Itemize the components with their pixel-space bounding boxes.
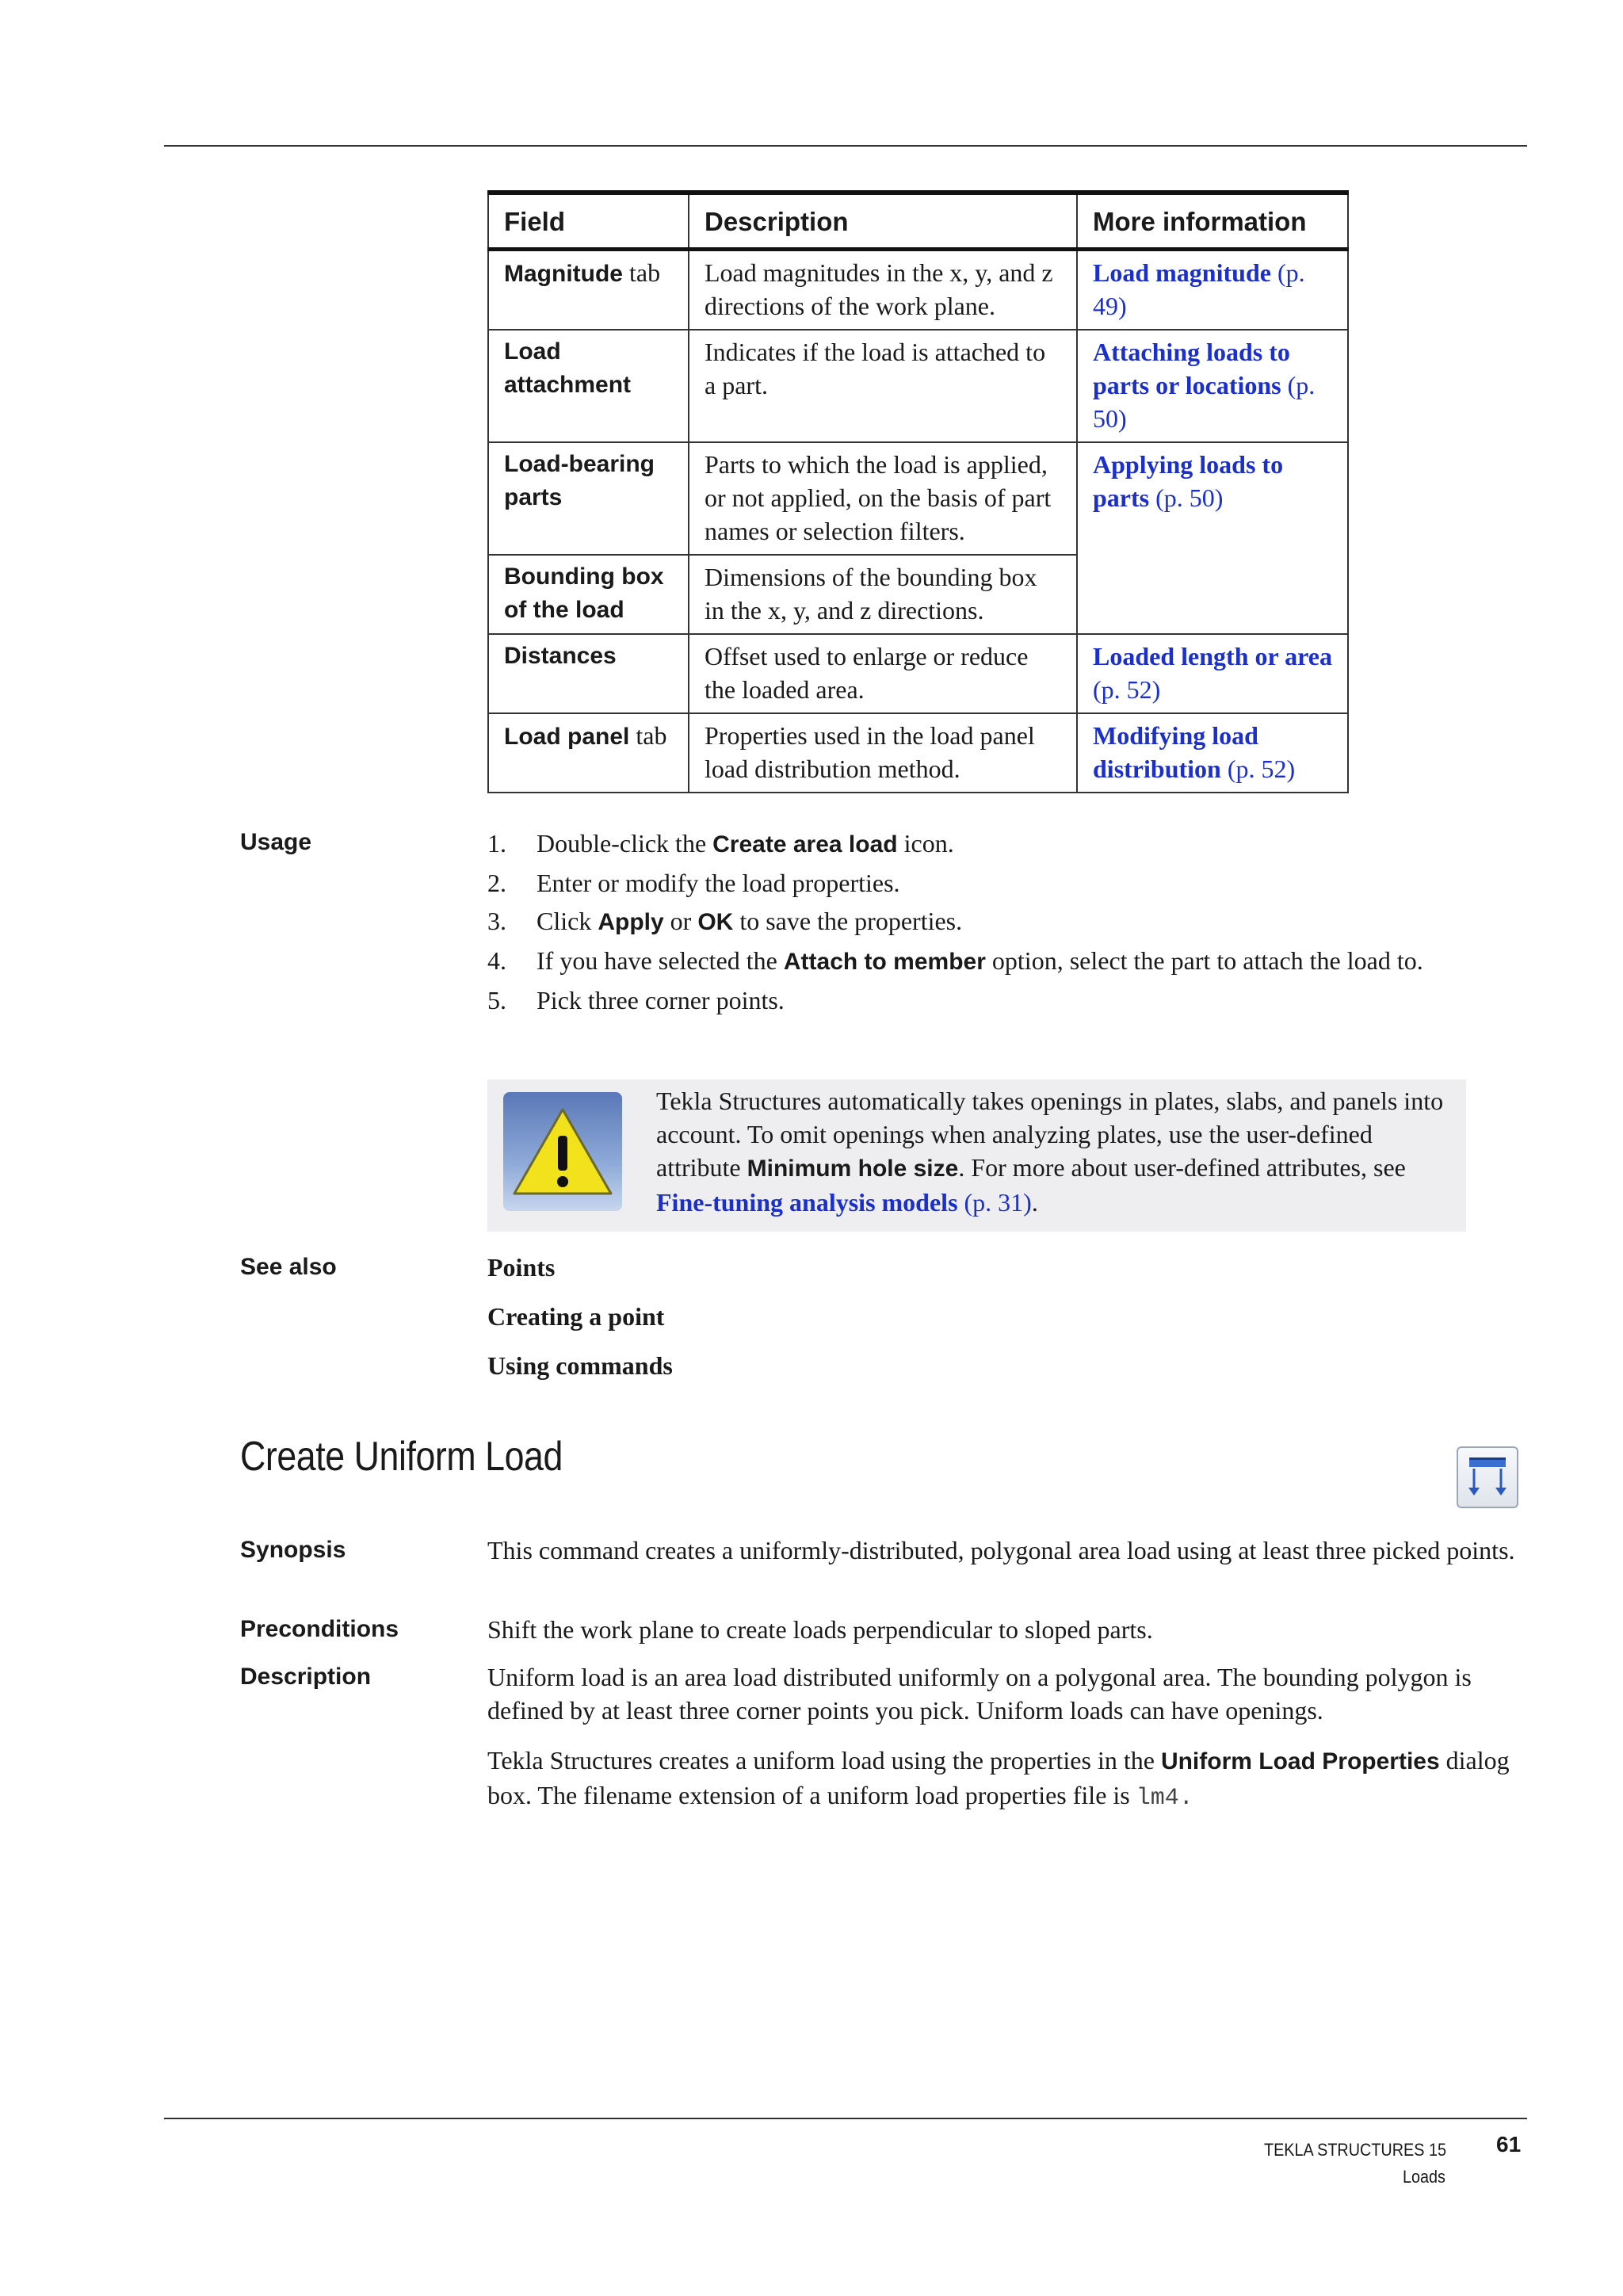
table-row (488, 634, 1348, 713)
page-reference[interactable]: (p. 52) (1093, 675, 1161, 704)
see-also-item-using-commands[interactable]: Using commands (487, 1351, 673, 1380)
table-header-row (488, 193, 1348, 250)
header-rule (164, 145, 1527, 147)
step-number: 4. (487, 946, 506, 975)
description-text-2 (487, 1744, 1533, 1815)
step-text: Enter or modify the load properties. (537, 869, 900, 897)
page-reference[interactable]: (p. 31) (957, 1188, 1032, 1217)
description-text-part: dialog box. The filename extension of a uniform load properties file is (487, 1746, 1510, 1809)
page-reference[interactable]: (p. 52) (1220, 755, 1296, 783)
step-text: Pick three corner points. (537, 986, 785, 1014)
list-item (487, 864, 1423, 902)
footer-product: TEKLA STRUCTURES 15 (1264, 2140, 1446, 2160)
step-number: 5. (487, 986, 506, 1014)
field-cell (488, 250, 689, 330)
cross-reference-link[interactable]: Fine-tuning analysis models (656, 1188, 958, 1217)
step-text: option, select the part to attach the load to. (985, 946, 1423, 975)
description-cell: Load magnitudes in the x, y, and z directions of the work plane. (689, 250, 1077, 330)
dialog-name: Uniform Load Properties (1160, 1748, 1440, 1775)
ui-term: Create area load (712, 831, 898, 858)
column-header-more-information: More information (1077, 193, 1348, 250)
usage-steps (487, 824, 1423, 1019)
field-cell (488, 634, 689, 713)
field-suffix: tab (623, 258, 661, 287)
step-text: to save the properties. (733, 907, 963, 935)
list-item (487, 981, 1423, 1019)
step-text: Click (537, 907, 598, 935)
note-text (656, 1084, 1449, 1219)
field-name: Distances (504, 643, 617, 669)
cross-reference-link[interactable]: Applying loads to parts (1093, 450, 1284, 512)
field-name: Load attachment (504, 338, 632, 398)
table-row (488, 713, 1348, 793)
step-number: 3. (487, 907, 506, 935)
footer-chapter: Loads (1403, 2167, 1445, 2187)
see-also-item-creating-a-point[interactable]: Creating a point (487, 1302, 665, 1331)
attribute-name: Minimum hole size (747, 1156, 959, 1182)
list-item (487, 902, 1423, 942)
note-text-part: . (1031, 1188, 1038, 1217)
ui-term: OK (697, 909, 734, 935)
more-info-cell (1077, 634, 1348, 713)
synopsis-label: Synopsis (240, 1537, 346, 1563)
section-title: Create Uniform Load (240, 1434, 563, 1480)
file-extension: lm4 (1136, 1785, 1179, 1812)
preconditions-label: Preconditions (240, 1616, 399, 1642)
step-number: 2. (487, 869, 506, 897)
description-text-part: . (1178, 1785, 1193, 1812)
description-cell: Parts to which the load is applied, or not applied, on the basis of part names or selection filters. (689, 442, 1077, 555)
usage-label: Usage (240, 829, 312, 855)
column-header-field: Field (488, 193, 689, 250)
description-label: Description (240, 1664, 372, 1690)
field-cell (488, 442, 689, 555)
step-text: or (663, 907, 698, 935)
table-row (488, 330, 1348, 442)
description-cell: Dimensions of the bounding box in the x, y, and z directions. (689, 555, 1077, 634)
step-text: If you have selected the (537, 946, 784, 975)
more-info-cell (1077, 442, 1348, 634)
description-text-part: Tekla Structures creates a uniform load using the properties in the (487, 1746, 1161, 1775)
warning-icon (503, 1092, 622, 1211)
page-reference[interactable]: (p. 50) (1093, 371, 1316, 433)
page-reference[interactable]: (p. 49) (1093, 258, 1305, 320)
step-text: icon. (897, 829, 954, 858)
field-cell (488, 330, 689, 442)
fields-table (487, 190, 1349, 793)
field-suffix: tab (629, 721, 667, 750)
description-cell: Offset used to enlarge or reduce the loaded area. (689, 634, 1077, 713)
column-header-description: Description (689, 193, 1077, 250)
see-also-item-points[interactable]: Points (487, 1253, 556, 1282)
description-text: Uniform load is an area load distributed uniformly on a polygonal area. The bounding polygon is defined by at least three corner points you pick. Uniform loads can have openings. (487, 1663, 1472, 1725)
cross-reference-link[interactable]: Load magnitude (1093, 258, 1271, 287)
warning-note (487, 1079, 1466, 1232)
field-name: Load panel (504, 724, 630, 750)
list-item (487, 824, 1423, 864)
table-row (488, 442, 1348, 555)
note-text-part: Tekla Structures automatically takes openings in plates, slabs, and panels into account. To omit openings when analyzing plates, use the user-defined attribute (656, 1087, 1444, 1182)
more-info-cell (1077, 713, 1348, 793)
step-text: Double-click the (537, 829, 713, 858)
cross-reference-link[interactable]: Attaching loads to parts or locations (1093, 338, 1290, 399)
cross-reference-link[interactable]: Modifying load distribution (1093, 721, 1258, 783)
cross-reference-link[interactable]: Loaded length or area (1093, 642, 1332, 670)
step-number: 1. (487, 829, 506, 858)
ui-term: Apply (598, 909, 664, 935)
list-item (487, 942, 1423, 981)
field-name: Magnitude (504, 261, 623, 287)
preconditions-text: Shift the work plane to create loads perpendicular to sloped parts. (487, 1615, 1153, 1644)
description-cell: Properties used in the load panel load distribution method. (689, 713, 1077, 793)
see-also-label: See also (240, 1254, 337, 1280)
table-row (488, 250, 1348, 330)
field-name: Bounding box of the load (504, 563, 664, 623)
more-info-cell (1077, 330, 1348, 442)
note-text-part: . For more about user-defined attributes, see (958, 1153, 1406, 1182)
footer-rule (164, 2118, 1527, 2119)
field-cell (488, 555, 689, 634)
page-reference[interactable]: (p. 50) (1149, 483, 1224, 512)
description-cell: Indicates if the load is attached to a part. (689, 330, 1077, 442)
field-name: Load-bearing parts (504, 451, 655, 510)
page-number: 61 (1496, 2132, 1522, 2157)
more-info-cell (1077, 250, 1348, 330)
ui-term: Attach to member (783, 949, 986, 975)
synopsis-text: This command creates a uniformly-distributed, polygonal area load using at least three picked points. (487, 1536, 1515, 1564)
uniform-load-command-icon (1457, 1446, 1518, 1508)
field-cell (488, 713, 689, 793)
